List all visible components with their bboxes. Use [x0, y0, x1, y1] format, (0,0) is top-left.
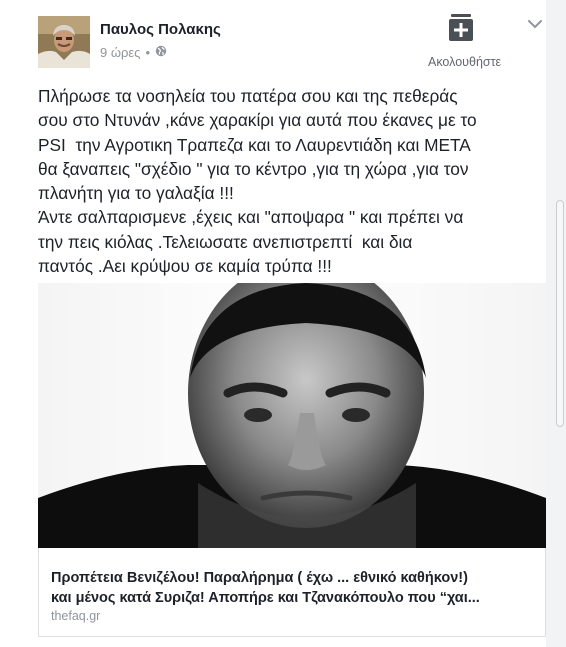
scrollbar[interactable]	[556, 200, 564, 427]
author-name[interactable]: Παυλος Πολακης	[100, 21, 221, 38]
follow-label: Ακολουθήστε	[428, 55, 502, 69]
globe-icon	[155, 45, 167, 60]
link-preview[interactable]	[38, 548, 546, 637]
page-edge	[545, 0, 566, 647]
post-text: Πλήρωσε τα νοσηλεία του πατέρα σου και της πεθεράς σου στο Ντυνάν ,κάνε χαρακίρι για αυτά που έκανες με το PSI την Αγροτικη Τραπεζα και το Λαυρεντιάδη και ΜΕΤΑ θα ξαναπεις "σχέδιο " για το κέντρο ,για τη χώρα ,για τον πλανήτη για το γαλαξία !!! Άντε σαλπαρισμενε ,έχεις και "αποψαρα " και πρέπει να την πεις κιόλας .Τελειωσατε ανεπιστρεπτί και δια παντός .Αει κρύψου σε καμία τρύπα !!!	[38, 86, 477, 277]
link-title[interactable]: Προπέτεια Βενιζέλου! Παραλήρημα ( έχω ... εθνικό καθήκον!) και μένος κατά Συριζα! Αποπήρε και Τζανακόπουλο που “χαι...	[51, 570, 480, 606]
meta-separator: •	[145, 45, 151, 60]
follow-icon	[448, 14, 474, 47]
link-domain: thefaq.gr	[51, 609, 101, 623]
link-preview-image[interactable]	[38, 283, 546, 548]
post-meta	[100, 45, 167, 60]
follow-button[interactable]	[428, 14, 518, 70]
avatar[interactable]	[38, 16, 90, 68]
chevron-down-icon[interactable]	[527, 16, 543, 34]
post-time[interactable]: 9 ώρες	[100, 45, 141, 60]
